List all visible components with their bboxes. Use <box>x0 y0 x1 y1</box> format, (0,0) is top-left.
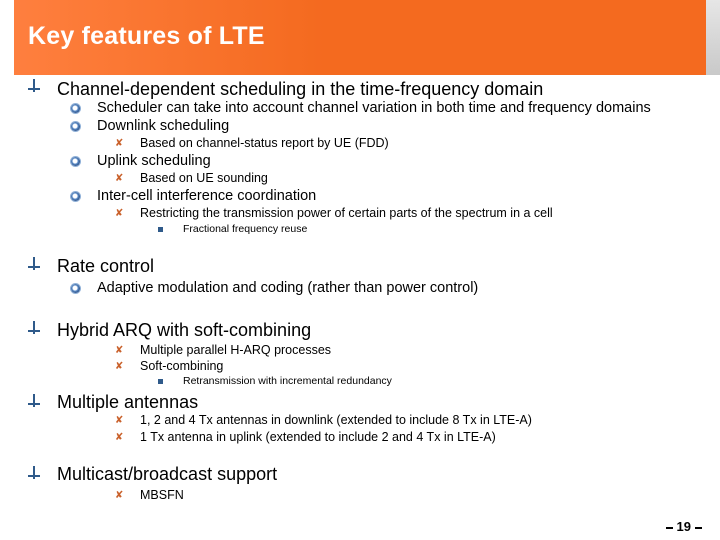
title-bar-left-edge <box>0 0 14 75</box>
level3-bullet-icon: ✘ <box>115 361 124 372</box>
level3-bullet-icon: ✘ <box>115 490 124 501</box>
level1-bullet-icon <box>27 321 41 335</box>
level2-bullet-icon <box>71 284 80 293</box>
level1-bullet-icon <box>27 466 41 480</box>
level4-bullet-icon <box>158 227 163 232</box>
level3-bullet-icon: ✘ <box>115 432 124 443</box>
bullet-uplink-scheduling: Uplink scheduling <box>97 153 211 169</box>
level1-bullet-icon <box>27 79 41 93</box>
level2-bullet-icon <box>71 157 80 166</box>
level2-bullet-icon <box>71 104 80 113</box>
level2-bullet-icon <box>71 192 80 201</box>
level3-bullet-icon: ✘ <box>115 208 124 219</box>
bullet-adaptive-modulation: Adaptive modulation and coding (rather than power control) <box>97 280 479 296</box>
page-number-dash-right <box>695 527 702 529</box>
title-bar-right-edge <box>706 0 720 75</box>
bullet-soft-combining: Soft-combining <box>140 359 224 373</box>
title-bar <box>0 0 720 75</box>
bullet-incremental-redundancy: Retransmission with incremental redundancy <box>183 375 392 387</box>
level3-bullet-icon: ✘ <box>115 173 124 184</box>
level3-bullet-icon: ✘ <box>115 345 124 356</box>
bullet-hybrid-arq: Hybrid ARQ with soft-combining <box>57 320 312 340</box>
page-number <box>662 519 706 534</box>
bullet-downlink-scheduling: Downlink scheduling <box>97 118 230 134</box>
bullet-channel-dependent-scheduling: Channel-dependent scheduling in the time-frequency domain <box>57 79 544 99</box>
bullet-inter-cell-interference: Inter-cell interference coordination <box>97 188 317 204</box>
level1-bullet-icon <box>27 394 41 408</box>
level3-bullet-icon: ✘ <box>115 415 124 426</box>
bullet-downlink-antennas: 1, 2 and 4 Tx antennas in downlink (extended to include 8 Tx in LTE-A) <box>140 413 532 427</box>
slide-title: Key features of LTE <box>28 22 265 50</box>
page-number-value: 19 <box>676 519 691 534</box>
page-number-dash-left <box>666 527 673 529</box>
bullet-multicast-broadcast: Multicast/broadcast support <box>57 464 278 484</box>
level2-bullet-icon <box>71 122 80 131</box>
level4-bullet-icon <box>158 379 163 384</box>
bullet-ue-sounding: Based on UE sounding <box>140 171 268 185</box>
level1-bullet-icon <box>27 257 41 271</box>
bullet-mbsfn: MBSFN <box>140 488 184 502</box>
level3-bullet-icon: ✘ <box>115 138 124 149</box>
bullet-scheduler-channel-variation: Scheduler can take into account channel variation in both time and frequency domains <box>97 100 651 116</box>
bullet-uplink-antennas: 1 Tx antenna in uplink (extended to include 2 and 4 Tx in LTE-A) <box>140 430 496 444</box>
bullet-channel-status-report: Based on channel-status report by UE (FDD) <box>140 136 389 150</box>
bullet-rate-control: Rate control <box>57 256 155 276</box>
bullet-restricting-transmission-power: Restricting the transmission power of certain parts of the spectrum in a cell <box>140 206 553 220</box>
bullet-fractional-frequency-reuse: Fractional frequency reuse <box>183 223 308 235</box>
bullet-parallel-harq: Multiple parallel H-ARQ processes <box>140 343 332 357</box>
bullet-multiple-antennas: Multiple antennas <box>57 392 199 412</box>
